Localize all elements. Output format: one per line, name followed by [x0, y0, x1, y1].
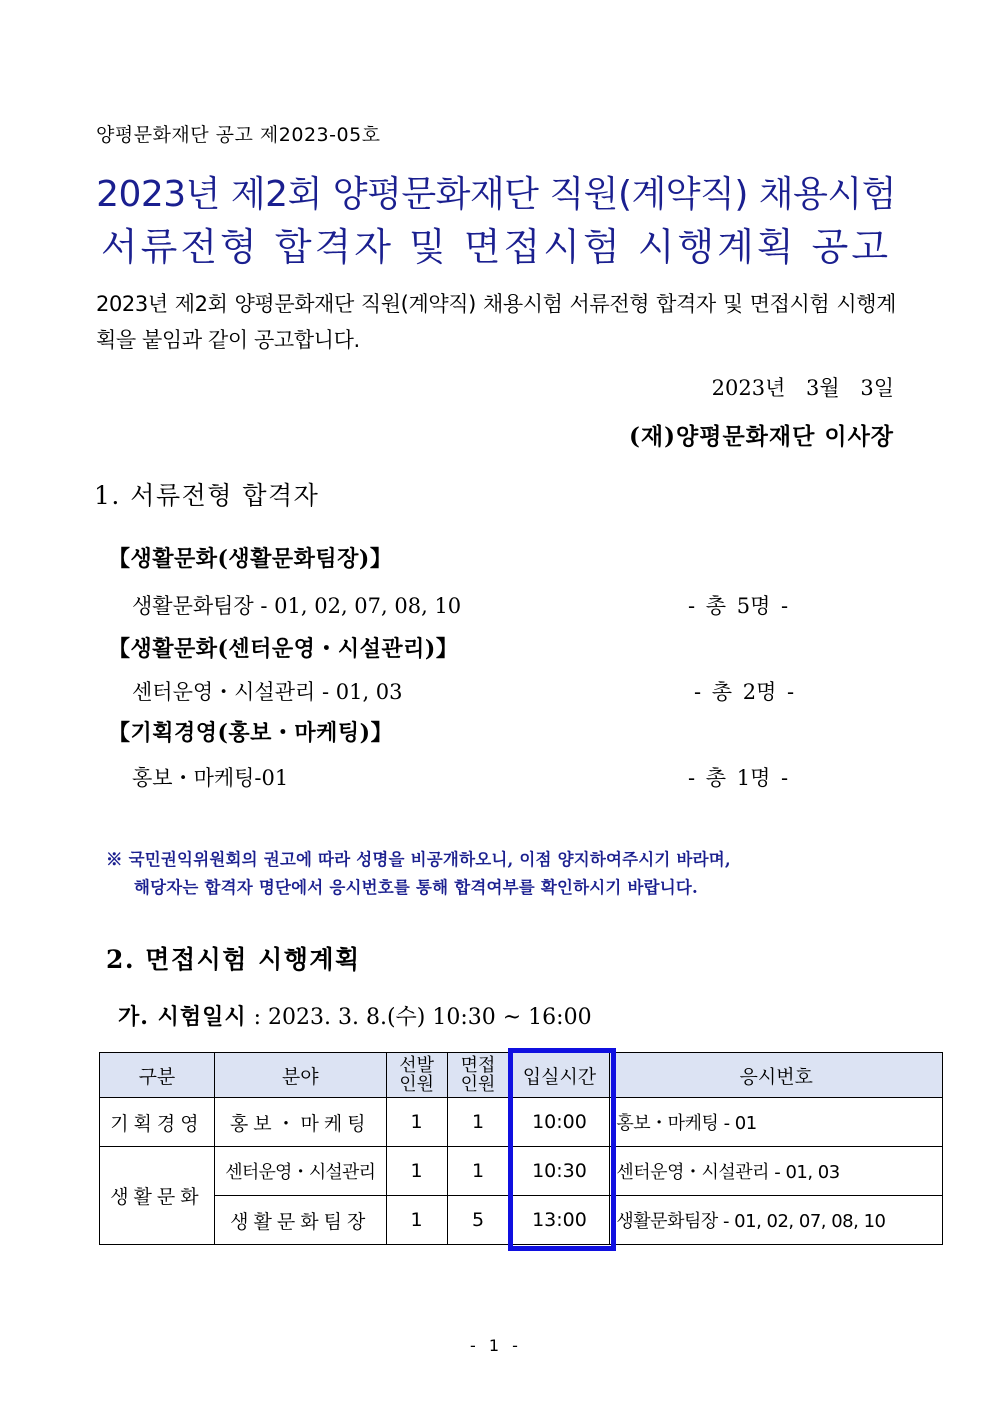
exam-datetime-label: 가. 시험일시: [118, 1004, 247, 1030]
cell-time: 13:00: [509, 1196, 610, 1245]
cell-interview: 1: [447, 1147, 509, 1196]
privacy-note-line2: 해당자는 합격자 명단에서 응시번호를 통해 합격여부를 확인하시기 바랍니다.: [134, 878, 699, 897]
group-title-center-ops: 【생활문화(센터운영・시설관리)】: [108, 636, 459, 662]
col-header-applicant-no: 응시번호: [610, 1053, 943, 1098]
col-header-category: 구분: [100, 1053, 215, 1098]
group-line-center-ops: 센터운영・시설관리 - 01, 03: [132, 680, 403, 704]
intro-paragraph: 2023년 제2회 양평문화재단 직원(계약직) 채용시험 서류전형 합격자 및 면접시험 시행계획을 붙임과 같이 공고합니다.: [96, 292, 896, 352]
page-title-line2: 서류전형 합격자 및 면접시험 시행계획 공고: [100, 225, 892, 269]
privacy-note-line1: ※ 국민권익위원회의 권고에 따라 성명을 비공개하오니, 이점 양지하여주시기 바라며,: [106, 850, 731, 869]
entry-time-highlight-box: [508, 1048, 616, 1251]
cell-numbers: 생활문화팀장 - 01, 02, 07, 08, 10: [610, 1196, 943, 1245]
page-title-line1: 2023년 제2회 양평문화재단 직원(계약직) 채용시험: [96, 174, 896, 215]
cell-category: 생활문화: [100, 1147, 215, 1245]
col-header-field: 분야: [214, 1053, 386, 1098]
section2-heading: 2. 면접시험 시행계획: [106, 945, 361, 974]
group-line-lifeculture-lead: 생활문화팀장 - 01, 02, 07, 08, 10: [132, 594, 462, 618]
cell-category: 기획경영: [100, 1098, 215, 1147]
cell-interview: 5: [447, 1196, 509, 1245]
group-total-pr-marketing: - 총 1명 -: [688, 766, 789, 790]
cell-selected: 1: [386, 1196, 447, 1245]
group-total-lifeculture-lead: - 총 5명 -: [688, 594, 789, 618]
cell-field: 센터운영・시설관리: [214, 1147, 386, 1196]
notice-number: 양평문화재단 공고 제2023-05호: [96, 124, 381, 146]
cell-time: 10:30: [509, 1147, 610, 1196]
col-header-selected-l1: 선발: [399, 1055, 434, 1076]
section1-heading: 1. 서류전형 합격자: [94, 481, 320, 510]
exam-datetime: [118, 1000, 592, 1031]
col-header-selected-l2: 인원: [399, 1074, 434, 1095]
cell-field: 생활문화팀장: [214, 1196, 386, 1245]
cell-selected: 1: [386, 1098, 447, 1147]
group-title-lifeculture-lead: 【생활문화(생활문화팀장)】: [108, 546, 393, 572]
cell-field: 홍보・마케팅: [214, 1098, 386, 1147]
cell-numbers: 홍보・마케팅 - 01: [610, 1098, 943, 1147]
cell-interview: 1: [447, 1098, 509, 1147]
exam-datetime-value: : 2023. 3. 8.(수) 10:30 ~ 16:00: [253, 1005, 592, 1030]
group-title-pr-marketing: 【기획경영(홍보・마케팅)】: [108, 720, 394, 746]
privacy-note: [106, 846, 906, 902]
col-header-interview-l1: 면접: [460, 1055, 496, 1076]
col-header-entry-time: 입실시간: [509, 1053, 610, 1098]
col-header-interview: [447, 1053, 509, 1098]
group-line-pr-marketing: 홍보・마케팅-01: [132, 766, 289, 790]
cell-time: 10:00: [509, 1098, 610, 1147]
notice-date: 2023년 3월 3일: [711, 376, 894, 400]
cell-numbers: 센터운영・시설관리 - 01, 03: [610, 1147, 943, 1196]
cell-selected: 1: [386, 1147, 447, 1196]
page-number: - 1 -: [470, 1336, 522, 1355]
group-total-center-ops: - 총 2명 -: [694, 680, 795, 704]
signer: (재)양평문화재단 이사장: [629, 423, 894, 450]
col-header-selected: [386, 1053, 447, 1098]
col-header-interview-l2: 인원: [460, 1074, 496, 1095]
